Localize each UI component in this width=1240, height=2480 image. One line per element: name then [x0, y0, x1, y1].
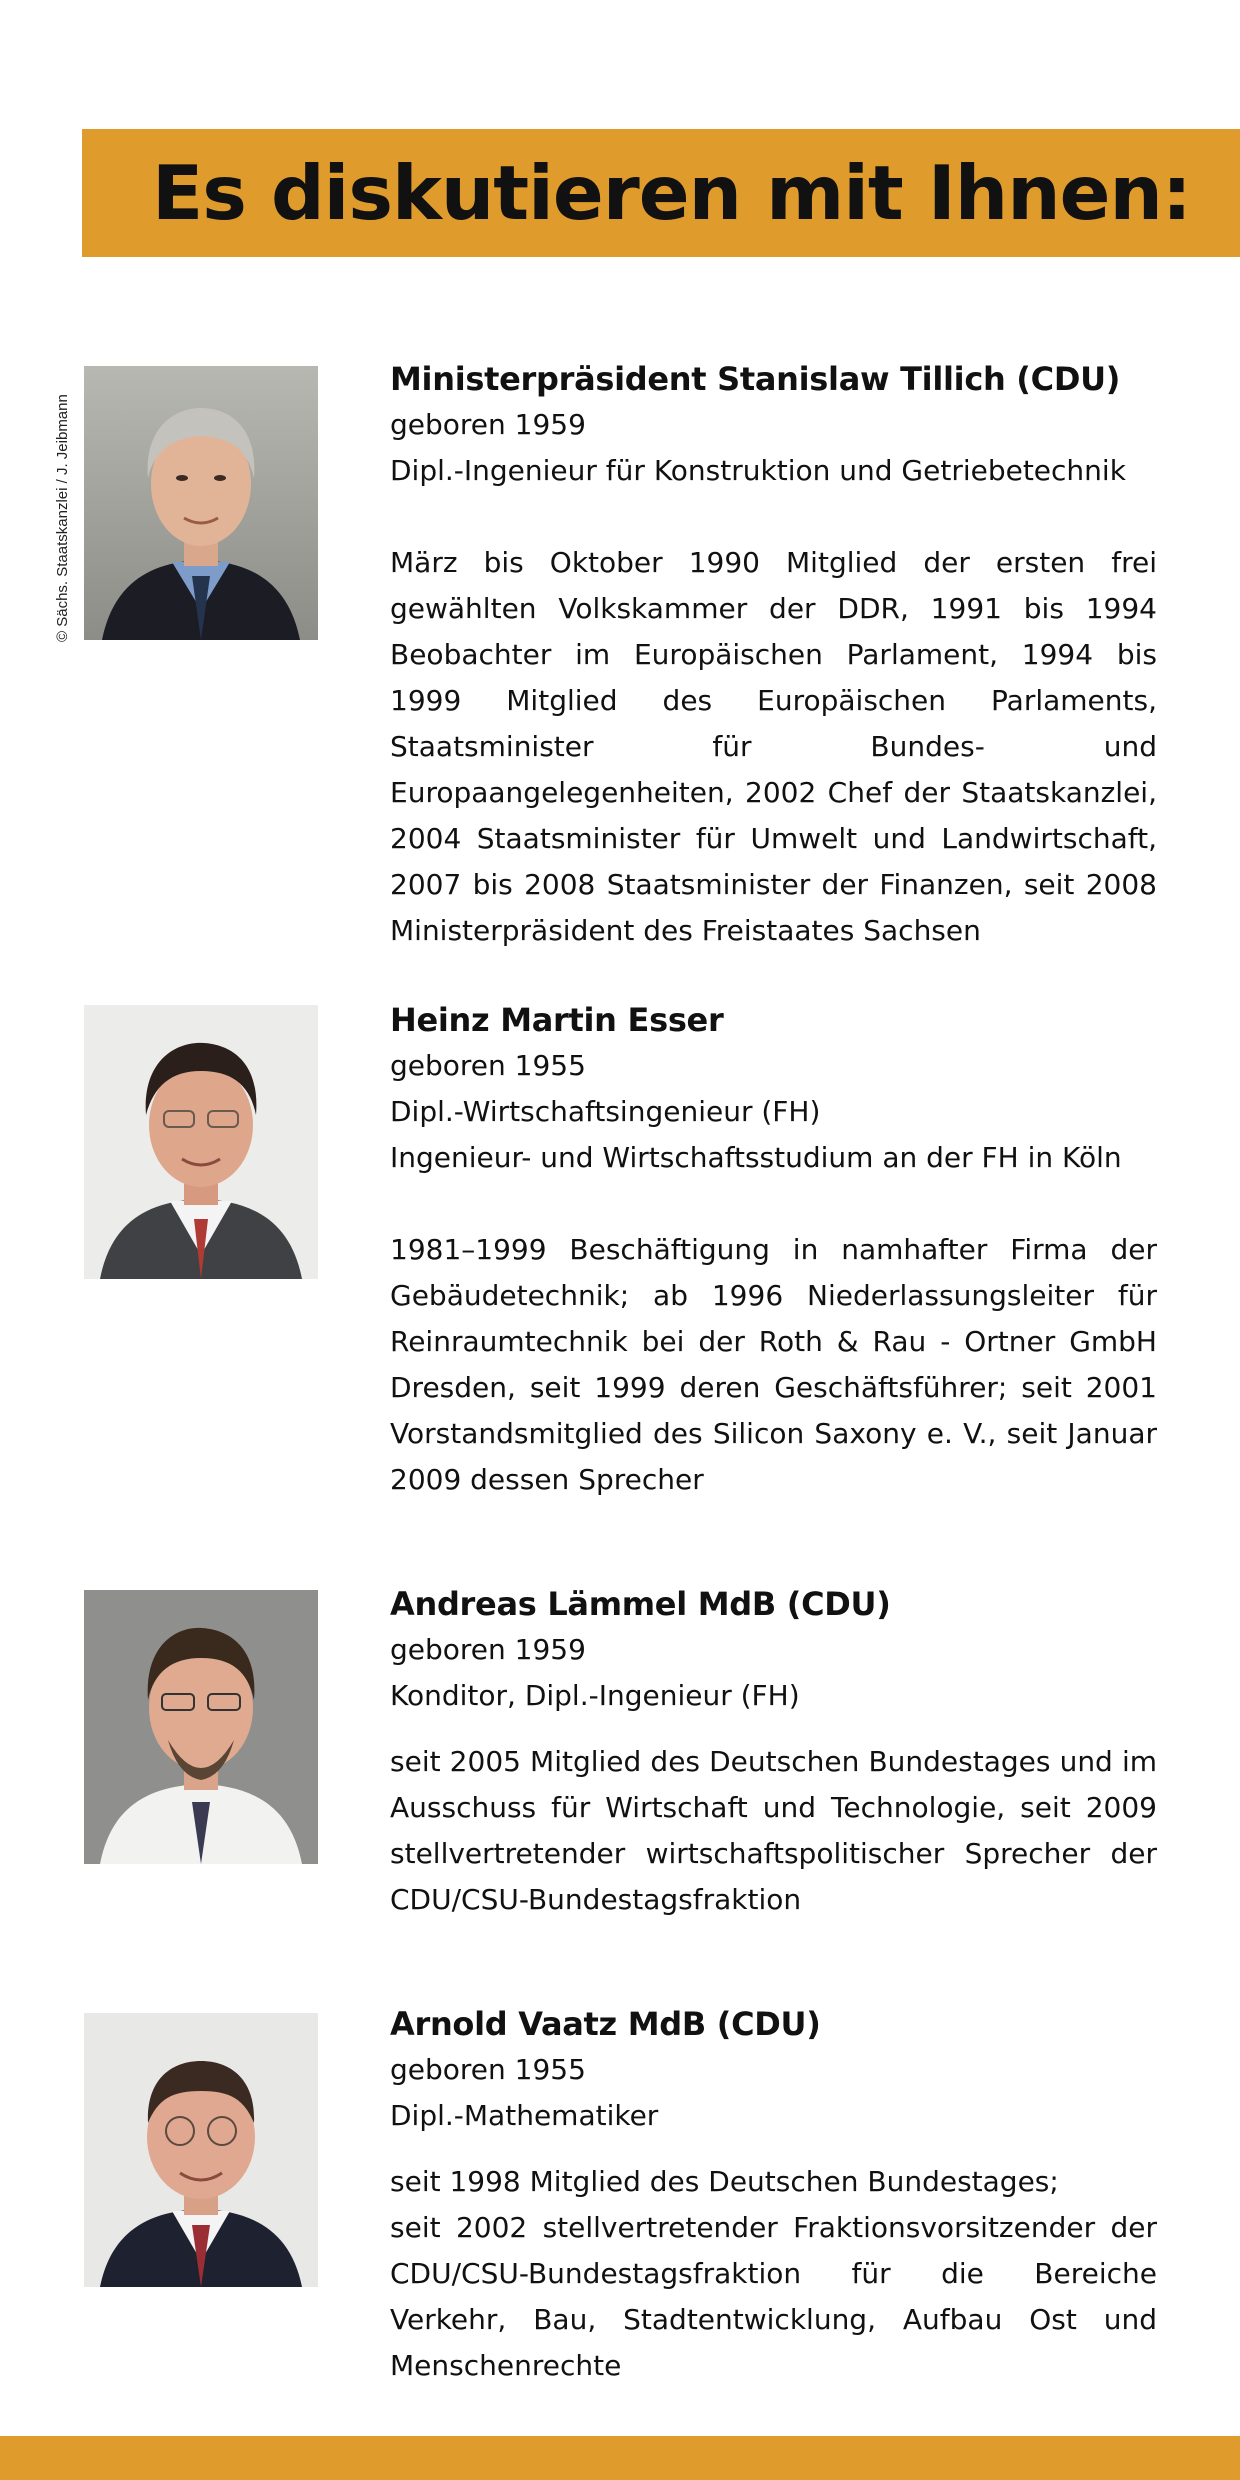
- person-profession: Konditor, Dipl.-Ingenieur (FH): [390, 1679, 800, 1712]
- header-banner: [82, 129, 1240, 257]
- photo-credit: © Sächs. Staatskanzlei / J. Jeibmann: [54, 394, 71, 642]
- person-profession: Dipl.-Mathematiker: [390, 2099, 659, 2132]
- portrait-vaatz-image: [84, 2013, 318, 2287]
- person-profession: Dipl.-Wirtschaftsingenieur (FH): [390, 1095, 821, 1128]
- person-profession: Dipl.-Ingenieur für Konstruktion und Getriebetechnik: [390, 454, 1126, 487]
- person-bio: 1981–1999 Beschäftigung in namhafter Firma der Gebäudetechnik; ab 1996 Niederlassungsleiter für Reinraumtechnik bei der Roth & Rau - Ortner GmbH Dresden, seit 1999 deren Geschäftsführer; seit 2001 Vorstandsmitglied des Silicon Saxony e. V., seit Januar 2009 dessen Sprecher: [390, 1233, 1157, 1496]
- person-born: geboren 1955: [390, 2053, 586, 2086]
- person-bio: seit 2005 Mitglied des Deutschen Bundestages und im Ausschuss für Wirtschaft und Technologie, seit 2009 stellvertretender wirtschaftspolitischer Sprecher der CDU/CSU-Bundestagsfraktion: [390, 1745, 1157, 1916]
- portrait-esser-image: [84, 1005, 318, 1279]
- person-name: Heinz Martin Esser: [390, 1001, 724, 1039]
- person-bio: seit 2002 stellvertretender Fraktionsvorsitzender der CDU/CSU-Bundestagsfraktion für die Bereiche Verkehr, Bau, Stadtentwicklung, Aufbau Ost und Menschenrechte: [390, 2211, 1157, 2382]
- portrait-photo-laemmel: [84, 1590, 318, 1864]
- person-vaatz: [390, 2001, 1157, 2389]
- footer-bar: [0, 2436, 1240, 2480]
- person-education: Ingenieur- und Wirtschaftsstudium an der FH in Köln: [390, 1141, 1122, 1174]
- person-tillich: [390, 356, 1157, 954]
- person-born: geboren 1959: [390, 1633, 586, 1666]
- person-name: Andreas Lämmel MdB (CDU): [390, 1585, 891, 1623]
- person-bio: März bis Oktober 1990 Mitglied der ersten frei gewählten Volkskammer der DDR, 1991 bis 1994 Beobachter im Europäischen Parlament, 1994 bis 1999 Mitglied des Europäischen Parlaments, Staatsminister für Bundes- und Europaangelegenheiten, 2002 Chef der Staatskanzlei, 2004 Staatsminister für Umwelt und Landwirtschaft, 2007 bis 2008 Staatsminister der Finanzen, seit 2008 Ministerpräsident des Freistaates Sachsen: [390, 546, 1157, 947]
- portrait-photo-tillich: [84, 366, 318, 640]
- portrait-photo-esser: [84, 1005, 318, 1279]
- portrait-photo-vaatz: [84, 2013, 318, 2287]
- person-born: geboren 1959: [390, 408, 586, 441]
- person-born: geboren 1955: [390, 1049, 586, 1082]
- portrait-tillich-image: [84, 366, 318, 640]
- page-title: Es diskutieren mit Ihnen:: [152, 149, 1191, 237]
- person-esser: [390, 997, 1157, 1503]
- person-laemmel: [390, 1581, 1157, 1923]
- person-bio-intro: seit 1998 Mitglied des Deutschen Bundestages;: [390, 2165, 1059, 2198]
- portrait-laemmel-image: [84, 1590, 318, 1864]
- person-name: Ministerpräsident Stanislaw Tillich (CDU): [390, 360, 1121, 398]
- person-name: Arnold Vaatz MdB (CDU): [390, 2005, 821, 2043]
